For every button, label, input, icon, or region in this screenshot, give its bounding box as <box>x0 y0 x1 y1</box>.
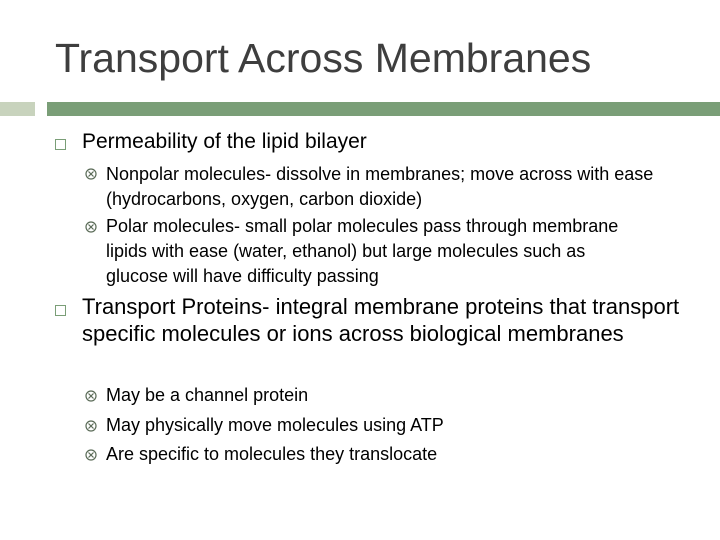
bullet-permeability: Permeability of the lipid bilayer <box>82 130 367 153</box>
square-bullet-icon <box>55 139 66 150</box>
circled-cross-bullet-icon <box>85 420 97 432</box>
circled-cross-bullet-icon <box>85 390 97 402</box>
sub-bullet-atp: May physically move molecules using ATP <box>106 415 444 435</box>
sub-bullet-nonpolar: Nonpolar molecules- dissolve in membranes; move across with ease (hydrocarbons, oxygen, carbon dioxide) <box>106 164 654 209</box>
square-bullet-icon <box>55 305 66 316</box>
sub-bullet-polar: Polar molecules- small polar molecules pass through membrane lipids with ease (water, ethanol) but large molecules such as glucose will have difficulty passing <box>106 216 619 286</box>
bullet-transport-proteins: Transport Proteins- integral membrane proteins that transport specific molecules or ions across biological membranes <box>82 294 680 346</box>
sub-bullet-specific: Are specific to molecules they translocate <box>106 444 438 464</box>
circled-cross-bullet-icon <box>85 449 97 461</box>
slide-title: Transport Across Membranes <box>55 35 592 81</box>
circled-cross-bullet-icon <box>85 221 97 233</box>
circled-cross-bullet-icon <box>85 168 97 180</box>
sub-bullet-channel-protein: May be a channel protein <box>106 385 309 405</box>
